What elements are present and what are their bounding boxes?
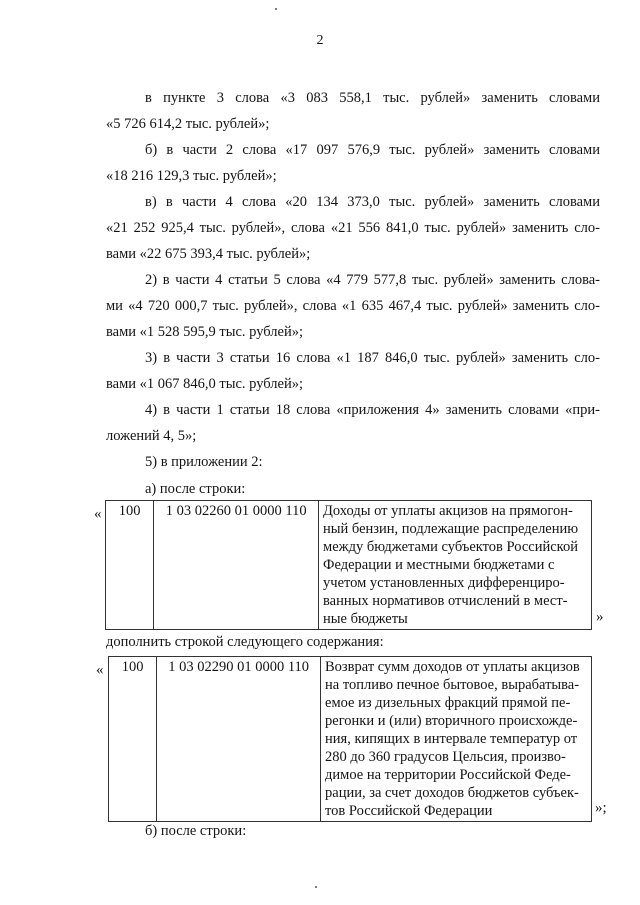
text-line: б) после строки: [145, 823, 247, 839]
page-number: 2 [316, 33, 324, 48]
cell-line: на топливо печное бытовое, вырабатыва- [325, 677, 580, 693]
kbk-cell: 1 03 02290 01 0000 110 [157, 657, 321, 822]
text-line: «18 216 129,3 тыс. рублей»; [106, 168, 277, 184]
text-line: б) в части 2 слова «17 097 576,9 тыс. рублей» заменить словами [145, 142, 600, 158]
description-cell [321, 657, 592, 822]
cell-line: ные бюджеты [323, 611, 408, 627]
text-line: ми «4 720 000,7 тыс. рублей», слова «1 635 467,4 тыс. рублей» заменить сло- [106, 298, 600, 314]
text-line: «21 252 925,4 тыс. рублей», слова «21 556 841,0 тыс. рублей» заменить сло- [106, 220, 600, 236]
cell-line: емое из дизельных фракций прямой пе- [325, 695, 571, 711]
scan-speck [315, 886, 317, 888]
text-line: дополнить строкой следующего содержания: [106, 634, 384, 650]
close-quote: »; [595, 800, 607, 816]
open-quote: « [96, 662, 104, 678]
cell-line: Возврат сумм доходов от уплаты акцизов [325, 659, 580, 675]
cell-line: ния, кипящих в интервале температур от [325, 731, 578, 747]
text-line: 2) в части 4 статьи 5 слова «4 779 577,8 тыс. рублей» заменить слова- [145, 272, 600, 288]
table-row-1 [105, 500, 592, 630]
cell-line: ванных нормативов отчислений в мест- [323, 593, 568, 609]
text-line: 3) в части 3 статьи 16 слова «1 187 846,0 тыс. рублей» заменить сло- [145, 350, 600, 366]
cell-line: 280 до 360 градусов Цельсия, произво- [325, 749, 566, 765]
cell-line: тов Российской Федерации [325, 803, 493, 819]
cell-line: димое на территории Российской Феде- [325, 767, 571, 783]
code-cell: 100 [106, 501, 154, 630]
cell-line: Федерации и местными бюджетами с [323, 557, 555, 573]
cell-line: ный бензин, подлежащие распределению [323, 521, 579, 537]
text-line: вами «22 675 393,4 тыс. рублей»; [106, 246, 311, 262]
text-line: в) в части 4 слова «20 134 373,0 тыс. рублей» заменить словами [145, 194, 600, 210]
cell-line: Доходы от уплаты акцизов на прямогон- [323, 503, 573, 519]
text-line: ложений 4, 5»; [106, 428, 197, 444]
cell-line: учетом установленных дифференциро- [323, 575, 565, 591]
code-cell: 100 [109, 657, 157, 822]
text-line: 5) в приложении 2: [145, 454, 263, 470]
cell-line: рации, за счет доходов бюджетов субъек- [325, 785, 579, 801]
table-row-2 [108, 656, 592, 822]
text-line: вами «1 528 595,9 тыс. рублей»; [106, 324, 304, 340]
text-line: вами «1 067 846,0 тыс. рублей»; [106, 376, 304, 392]
text-line: 4) в части 1 статьи 18 слова «приложения 4» заменить словами «при- [145, 402, 600, 418]
text-line: а) после строки: [145, 481, 246, 497]
cell-line: регонки и (или) вторичного происхожде- [325, 713, 578, 729]
kbk-cell: 1 03 02260 01 0000 110 [154, 501, 319, 630]
cell-line: между бюджетами субъектов Российской [323, 539, 578, 555]
open-quote: « [94, 506, 102, 522]
text-line: «5 726 614,2 тыс. рублей»; [106, 116, 270, 132]
close-quote: » [596, 609, 604, 625]
description-cell [319, 501, 592, 630]
scan-speck [275, 8, 277, 10]
text-line: в пункте 3 слова «3 083 558,1 тыс. рублей» заменить словами [145, 90, 600, 106]
